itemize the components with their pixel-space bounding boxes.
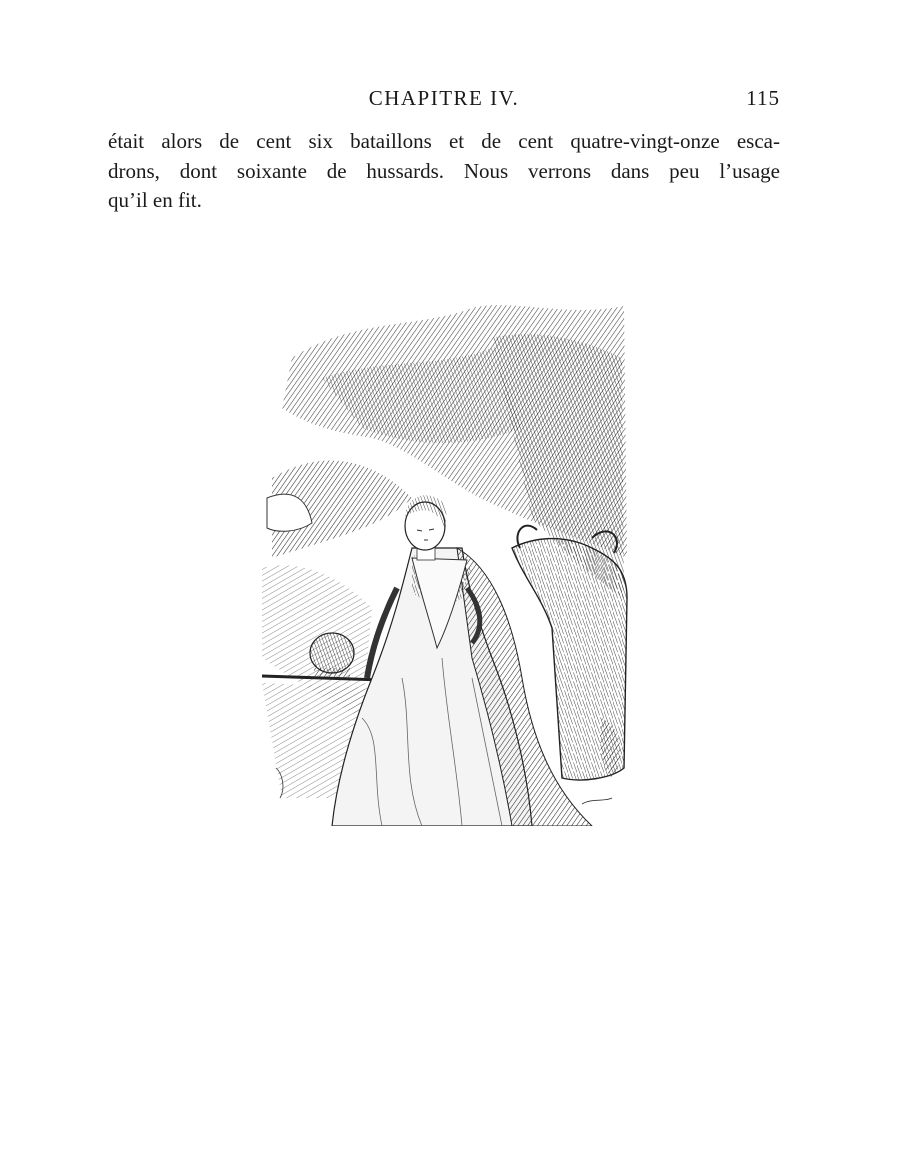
chapter-heading: CHAPITRE IV. xyxy=(368,86,520,110)
text-line: qu’il en fit. xyxy=(108,188,202,212)
engraving-image xyxy=(262,298,632,826)
engraved-illustration xyxy=(262,298,632,826)
body-paragraph xyxy=(108,127,780,216)
text-line: drons, dont soixante de hussards. Nous verrons dans peu l’usage xyxy=(108,158,780,183)
page-header xyxy=(108,86,780,116)
page-number: 115 xyxy=(746,86,780,110)
text-line: était alors de cent six bataillons et de cent quatre-vingt-onze esca- xyxy=(108,129,780,153)
